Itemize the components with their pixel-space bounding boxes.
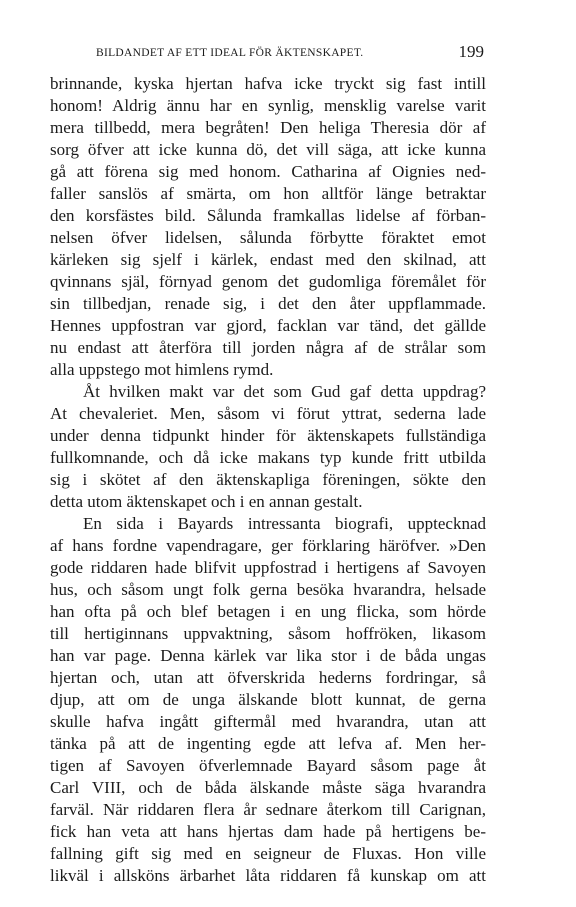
text-line: brinnande, kyska hjertan hafva icke tryckt sig fast intill bbox=[50, 74, 486, 93]
text-line: honom! Aldrig ännu har en synlig, mensklig varelse varit bbox=[50, 96, 486, 115]
text-line: detta utom äktenskapet och i en annan gestalt. bbox=[50, 492, 363, 511]
text-line: nu endast att återföra till jorden några af de strålar som bbox=[50, 338, 486, 357]
text-line: tigen af Savoyen öfverlemnade Bayard såsom page åt bbox=[50, 756, 486, 775]
text-line: sig i skötet af den äktenskapliga föreningen, sökte den bbox=[50, 470, 486, 489]
text-line: skulle hafva ingått giftermål med hvarandra, utan att bbox=[50, 712, 486, 731]
text-line: sorg öfver att icke kunna dö, det vill säga, att icke kunna bbox=[50, 140, 486, 159]
text-line: af hans fordne vapendragare, ger förklaring häröfver. »Den bbox=[50, 536, 486, 555]
text-line: till hertiginnans uppvaktning, såsom hoffröken, likasom bbox=[50, 624, 486, 643]
text-line: han ofta på och blef betagen i en ung flicka, som hörde bbox=[50, 602, 486, 621]
text-line: gå att förena sig med honom. Catharina af Oignies ned- bbox=[50, 162, 486, 181]
text-line: Hennes uppfostran var gjord, facklan var tänd, det gällde bbox=[50, 316, 486, 335]
text-line: den korsfästes bild. Sålunda framkallas lidelse af förban- bbox=[50, 206, 486, 225]
text-line: qvinnans själ, förnyad genom det gudomliga föremålet för bbox=[50, 272, 486, 291]
text-line: under denna tidpunkt hinder för äktenskapets fullständiga bbox=[50, 426, 486, 445]
text-line: kärleken sig sjelf i kärlek, endast med den skilnad, att bbox=[50, 250, 486, 269]
page-header bbox=[50, 41, 486, 67]
text-line: gode riddaren hade blifvit uppfostrad i hertigens af Savoyen bbox=[50, 558, 486, 577]
text-line: alla uppstego mot himlens rymd. bbox=[50, 360, 274, 379]
text-line: Åt hvilken makt var det som Gud gaf detta uppdrag? bbox=[83, 382, 486, 401]
text-line: Carl VIII, och de båda älskande måste säga hvarandra bbox=[50, 778, 486, 797]
text-line: farväl. När riddaren flera år sednare återkom till Carignan, bbox=[50, 800, 486, 819]
text-line: faller sanslös af smärta, om hon alltför länge betraktar bbox=[50, 184, 486, 203]
text-line: At chevaleriet. Men, såsom vi förut yttrat, sederna lade bbox=[50, 404, 486, 423]
text-line: mera tillbedd, mera begråten! Den heliga Theresia dör af bbox=[50, 118, 486, 137]
text-line: fullkomnande, och då icke makans typ kunde fritt utbilda bbox=[50, 448, 486, 467]
text-line: tänka på att de ingenting egde att lefva af. Men her- bbox=[50, 734, 486, 753]
text-line: fallning gift sig med en seigneur de Fluxas. Hon ville bbox=[50, 844, 486, 863]
text-line: hus, och såsom ungt folk gerna besöka hvarandra, helsade bbox=[50, 580, 486, 599]
text-line: hjertan och, utan att öfverskrida hederns fordringar, så bbox=[50, 668, 486, 687]
text-line: fick han veta att hans hjertas dam hade på hertigens be- bbox=[50, 822, 486, 841]
text-line: djup, att om de unga älskande blott kunnat, de gerna bbox=[50, 690, 486, 709]
text-line: sin tillbedjan, renade sig, i det den åter uppflammade. bbox=[50, 294, 486, 313]
body-text bbox=[50, 73, 486, 887]
text-line: han var page. Denna kärlek var lika stor i de båda ungas bbox=[50, 646, 486, 665]
text-line: En sida i Bayards intressanta biografi, upptecknad bbox=[83, 514, 486, 533]
text-line: likväl i allsköns ärbarhet låta riddaren få kunskap om att bbox=[50, 866, 486, 885]
page-number: 199 bbox=[458, 42, 484, 61]
scan-edge-mark bbox=[296, 0, 386, 6]
running-head: BILDANDET AF ETT IDEAL FÖR ÄKTENSKAPET. bbox=[96, 47, 364, 59]
text-line: nelsen öfver lidelsen, sålunda förbytte föraktet emot bbox=[50, 228, 486, 247]
